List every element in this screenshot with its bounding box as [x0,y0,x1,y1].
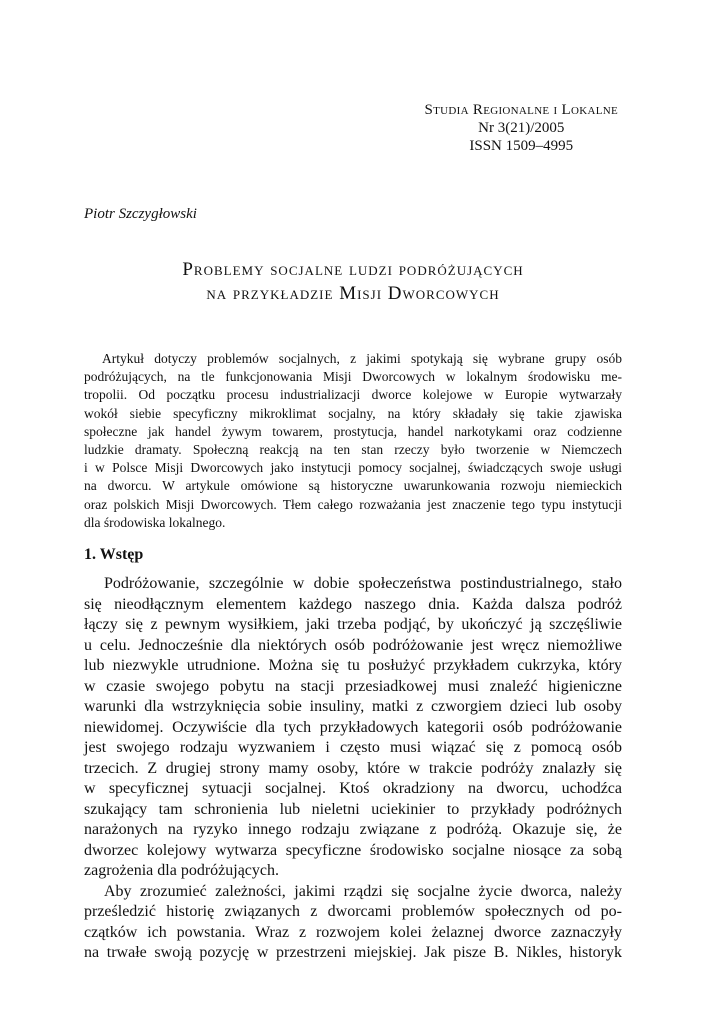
body-line: u celu. Jednocześnie dla niektórych osób podróżowanie jest wręcz niemożliwe [84,636,622,654]
body-line: prześledzić historię związanych z dworcami problemów społecznych od po- [84,903,622,920]
abstract-line: społeczne jak handel żywym towarem, prostytucja, handel narkotykami oraz codzienne [84,423,622,439]
title-line-1: Problemy socjalne ludzi podróżujących [182,259,524,280]
issn: ISSN 1509–4995 [469,138,574,154]
body-line: Aby zrozumieć zależności, jakimi rządzi się socjalne życie dworca, należy [104,882,622,900]
body-line: się nieodłącznym elementem każdego naszego dnia. Każda dalsza podróż [84,595,622,613]
abstract-line: ludzkie dramaty. Społeczną reakcją na ten stan rzeczy było tworzenie w Niemczech [84,442,622,458]
journal-title: Studia Regionalne i Lokalne [424,102,618,118]
body-line: Podróżowanie, szczególnie w dobie społeczeństwa postindustrialnego, stało [104,575,622,592]
body-line: w czasie swojego pobytu na stacji przesiadkowej musi znaleźć higieniczne [84,677,622,695]
abstract-line: i w Polsce Misji Dworcowych jako instytucji pomocy socjalnej, świadczących swoje usługi [84,460,622,476]
journal-header [425,101,619,155]
abstract-line: Artykuł dotyczy problemów socjalnych, z jakimi spotykają się wybrane grupy osób [102,351,622,366]
body-line: niewidomej. Oczywiście dla tych przykładowych kategorii osób podróżowanie [84,718,622,736]
abstract-line: tropolii. Od początku procesu industrializacji dworce kolejowe w Europie wytwarzały [84,387,622,403]
title-line-2: na przykładzie Misji Dworcowych [206,283,500,304]
body-line: zagrożenia dla podróżujących. [84,862,280,879]
section-heading: 1. Wstęp [84,546,144,563]
abstract-line: podróżujących, na tle funkcjonowania Misji Dworcowych w lokalnym środowisku me- [84,369,622,385]
body-line: szukający tam schronienia lub nieletni uciekinier to przykłady podróżnych [84,800,622,818]
abstract-line: wokół siebie specyficzny mikroklimat socjalny, na który składały się takie zjawiska [84,405,622,421]
body-line: czątków ich powstania. Wraz z rozwojem kolei żelaznej dworce zaznaczyły [84,923,622,941]
abstract-line: na dworcu. W artykule omówione są historyczne uwarunkowania rozwoju niemieckich [84,478,622,494]
body-line: łączy się z pewnym wysiłkiem, jaki trzeba podjąć, by ukończyć ją szczęśliwie [84,616,622,633]
body-line: dworzec kolejowy wytwarza specyficzne środowisko socjalne niosące za sobą [84,841,622,859]
body-line: trzecich. Z drugiej strony mamy osoby, które w trakcie podróży znalazły się [84,759,622,777]
body-line: narażonych na ryzyko innego rodzaju związane z podróżą. Okazuje się, że [84,821,622,838]
issue-number: Nr 3(21)/2005 [478,120,565,136]
abstract [84,350,622,532]
author-name: Piotr Szczygłowski [84,206,197,222]
body-line: w specyficznej sytuacji socjalnej. Ktoś okradziony na dworcu, uchodźca [84,780,622,797]
abstract-line: oraz polskich Misji Dworcowych. Tłem całego rozważania jest znaczenie tego typu instytucji [84,496,622,512]
body-line: jest swojego rodzaju wyzwaniem i często musi wiązać się z pomocą osób [84,739,622,756]
body-line: na trwałe swoją pozycję w przestrzeni miejskiej. Jak pisze B. Nikles, historyk [84,944,622,961]
body-line: warunki dla wstrzyknięcia sobie insuliny, matki z czworgiem dzieci lub osoby [84,698,622,715]
body-line: lub niezwykle utrudnione. Można się tu posłużyć przykładem cukrzyka, który [84,657,622,674]
article-title [84,258,622,306]
abstract-line: dla środowiska lokalnego. [84,514,226,530]
body-text [84,574,622,964]
